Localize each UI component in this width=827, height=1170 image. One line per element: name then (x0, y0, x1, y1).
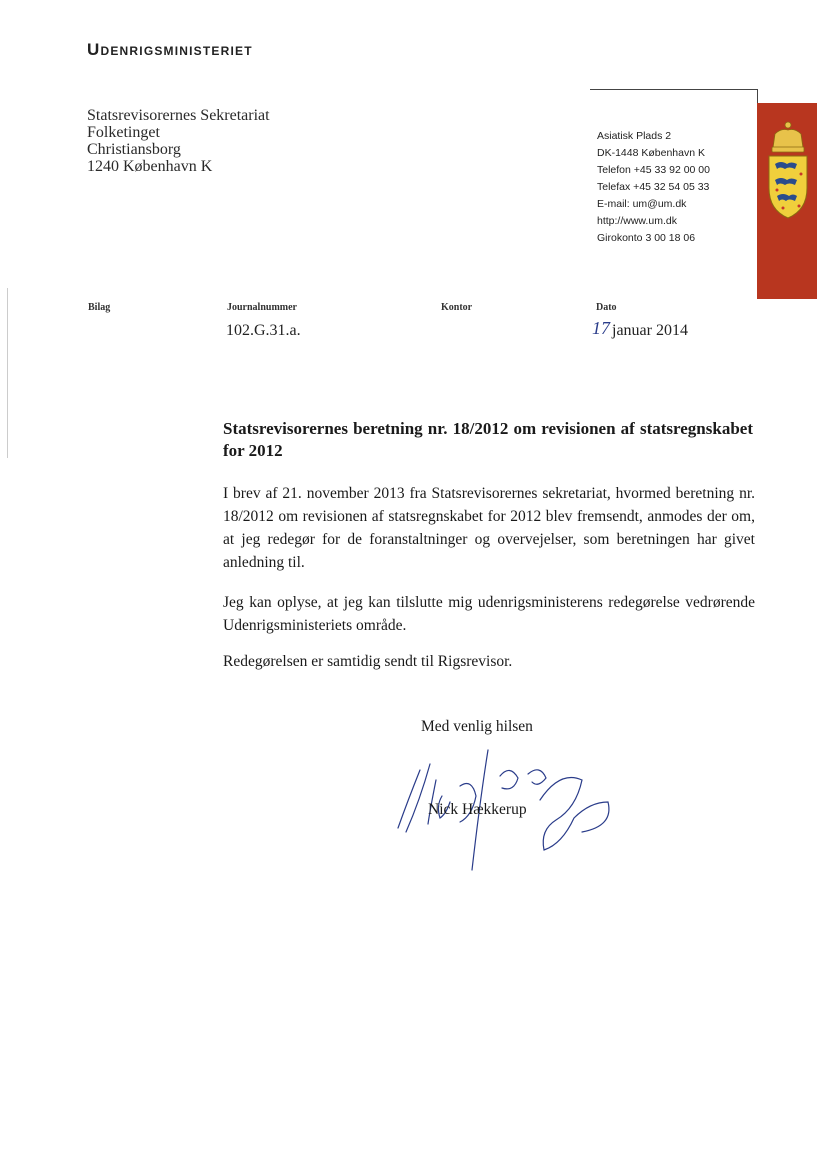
contact-line: Telefax +45 32 54 05 33 (597, 181, 710, 193)
kontor-label: Kontor (441, 302, 473, 313)
contact-line: E-mail: um@um.dk (597, 198, 687, 210)
body-paragraph: I brev af 21. november 2013 fra Statsrevisorernes sekretariat, hvormed beretning nr. 18/2012 om revisionen af statsregnskabet for 2012 blev fremsendt, anmodes der om, at jeg redegør for de foranstaltninger og overvejelser, som beretningen har givet anledning til. (223, 485, 755, 571)
recipient-line: Statsrevisorernes Sekretariat (87, 107, 270, 124)
contact-line: Asiatisk Plads 2 (597, 130, 672, 142)
scan-edge-mark (7, 288, 8, 458)
journal-number: 102.G.31.a. (226, 322, 301, 339)
sender-contact-block (597, 128, 710, 247)
contact-line: DK-1448 København K (597, 147, 705, 159)
danish-coat-of-arms-icon (763, 118, 813, 228)
ministry-name: Udenrigsministeriet (87, 40, 253, 59)
header-rule (590, 89, 757, 90)
contact-line: Girokonto 3 00 18 06 (597, 232, 696, 244)
body-paragraph: Redegørelsen er samtidig sendt til Rigsrevisor. (223, 653, 513, 670)
body-paragraph: Jeg kan oplyse, at jeg kan tilslutte mig udenrigsministerens redegørelse vedrørende Udenrigsministeriets område. (223, 594, 755, 634)
header-rule-vertical (757, 89, 758, 103)
letter-subject: Statsrevisorernes beretning nr. 18/2012 om revisionen af statsregnskabet for 2012 (223, 419, 753, 460)
bilag-label: Bilag (88, 302, 111, 313)
signer-name: Nick Hækkerup (428, 801, 527, 818)
letter-date: januar 2014 (612, 322, 688, 339)
contact-line: Telefon +45 33 92 00 00 (597, 164, 710, 176)
journal-label: Journalnummer (227, 302, 297, 313)
recipient-line: Folketinget (87, 124, 160, 141)
dato-label: Dato (596, 302, 617, 313)
handwritten-date-day: 17 (592, 318, 610, 338)
recipient-line: Christiansborg (87, 141, 181, 158)
recipient-line: 1240 København K (87, 158, 213, 175)
recipient-address (87, 107, 270, 175)
closing-salutation: Med venlig hilsen (421, 718, 533, 735)
contact-line: http://www.um.dk (597, 215, 677, 227)
